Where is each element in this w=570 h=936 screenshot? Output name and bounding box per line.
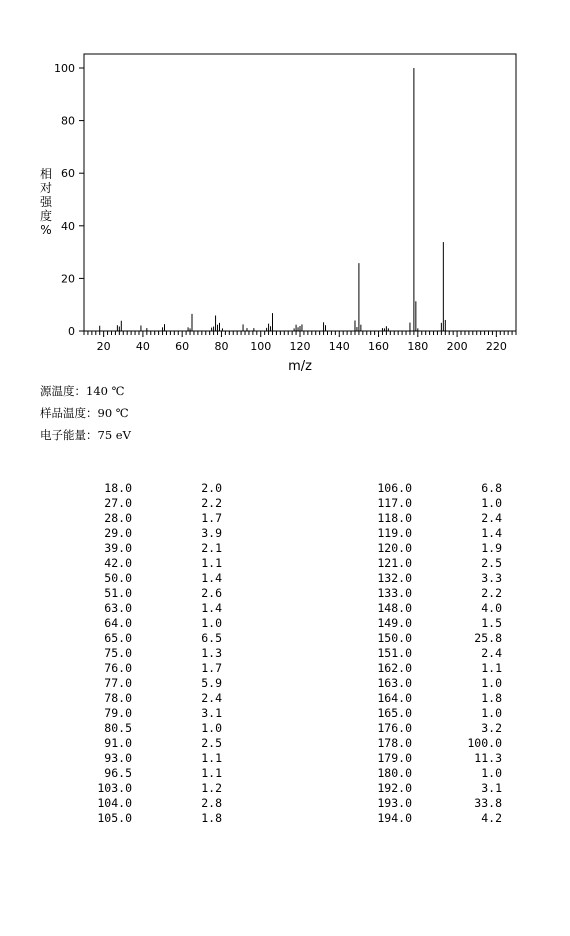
table-row <box>62 781 222 796</box>
peak-table-right <box>342 481 502 826</box>
intensity-value: 1.4 <box>481 526 502 540</box>
intensity-value: 1.8 <box>201 811 222 825</box>
x-axis-label: m/z <box>288 359 312 374</box>
intensity-value: 1.1 <box>201 766 222 780</box>
table-row <box>342 541 502 556</box>
intensity-value: 1.2 <box>201 781 222 795</box>
mz-value: 51.0 <box>104 586 132 600</box>
mz-value: 106.0 <box>377 481 412 495</box>
intensity-value: 2.0 <box>201 481 222 495</box>
intensity-value: 11.3 <box>474 751 502 765</box>
mz-value: 65.0 <box>104 631 132 645</box>
mz-value: 149.0 <box>377 616 412 630</box>
table-row <box>342 706 502 721</box>
intensity-value: 2.4 <box>201 691 222 705</box>
table-row <box>342 481 502 496</box>
intensity-value: 100.0 <box>467 736 502 750</box>
mz-value: 176.0 <box>377 721 412 735</box>
y-tick-label: 40 <box>61 219 75 233</box>
mz-value: 75.0 <box>104 646 132 660</box>
intensity-value: 6.8 <box>481 481 502 495</box>
intensity-value: 1.1 <box>201 556 222 570</box>
mz-value: 18.0 <box>104 481 132 495</box>
sample-temperature: 样品温度：90 ℃ <box>40 406 129 420</box>
mz-value: 164.0 <box>377 691 412 705</box>
table-row <box>342 781 502 796</box>
peak-table-left <box>62 481 222 826</box>
table-row <box>62 661 222 676</box>
mz-value: 118.0 <box>377 511 412 525</box>
mz-value: 192.0 <box>377 781 412 795</box>
intensity-value: 3.1 <box>481 781 502 795</box>
x-tick-label: 120 <box>289 340 311 353</box>
intensity-value: 3.1 <box>201 706 222 720</box>
intensity-value: 1.0 <box>481 676 502 690</box>
intensity-value: 2.5 <box>481 556 502 570</box>
mz-value: 103.0 <box>97 781 132 795</box>
mz-value: 91.0 <box>104 736 132 750</box>
x-tick-label: 180 <box>407 340 429 353</box>
peak-lines <box>100 68 446 331</box>
x-tick-label: 100 <box>250 340 272 353</box>
intensity-value: 1.4 <box>201 571 222 585</box>
intensity-value: 3.2 <box>481 721 502 735</box>
table-row <box>342 676 502 691</box>
table-row <box>342 661 502 676</box>
plot-frame <box>84 54 516 331</box>
mz-value: 117.0 <box>377 496 412 510</box>
table-row <box>342 646 502 661</box>
x-tick-label: 200 <box>446 340 468 353</box>
mz-value: 179.0 <box>377 751 412 765</box>
mz-value: 178.0 <box>377 736 412 750</box>
table-row <box>62 721 222 736</box>
intensity-value: 1.0 <box>201 721 222 735</box>
table-row <box>342 811 502 826</box>
mz-value: 165.0 <box>377 706 412 720</box>
x-axis <box>84 331 516 353</box>
table-row <box>62 751 222 766</box>
table-row <box>342 526 502 541</box>
y-axis <box>54 62 84 338</box>
y-axis-label-char: 相 <box>39 167 53 181</box>
intensity-value: 2.6 <box>201 586 222 600</box>
mass-spectrum-chart <box>0 0 570 380</box>
intensity-value: 1.3 <box>201 646 222 660</box>
intensity-value: 3.3 <box>481 571 502 585</box>
intensity-value: 4.2 <box>481 811 502 825</box>
table-row <box>342 751 502 766</box>
intensity-value: 2.5 <box>201 736 222 750</box>
intensity-value: 1.5 <box>481 616 502 630</box>
table-row <box>62 691 222 706</box>
mz-value: 150.0 <box>377 631 412 645</box>
x-tick-label: 60 <box>175 340 190 353</box>
y-tick-label: 80 <box>61 114 75 128</box>
x-tick-label: 160 <box>368 340 390 353</box>
mz-value: 148.0 <box>377 601 412 615</box>
mz-value: 104.0 <box>97 796 132 810</box>
mz-value: 132.0 <box>377 571 412 585</box>
mz-value: 151.0 <box>377 646 412 660</box>
y-axis-label-char: 度 <box>39 209 53 223</box>
electron-energy: 电子能量：75 eV <box>40 428 131 442</box>
table-row <box>342 721 502 736</box>
table-row <box>342 556 502 571</box>
mz-value: 63.0 <box>104 601 132 615</box>
mz-value: 162.0 <box>377 661 412 675</box>
mz-value: 77.0 <box>104 676 132 690</box>
intensity-value: 2.4 <box>481 646 502 660</box>
x-tick-label: 80 <box>214 340 229 353</box>
table-row <box>342 571 502 586</box>
mz-value: 119.0 <box>377 526 412 540</box>
table-row <box>62 541 222 556</box>
intensity-value: 1.1 <box>481 661 502 675</box>
table-row <box>62 736 222 751</box>
table-row <box>342 796 502 811</box>
x-tick-label: 20 <box>96 340 111 353</box>
x-tick-label: 40 <box>135 340 150 353</box>
table-row <box>62 616 222 631</box>
mz-value: 96.5 <box>104 766 132 780</box>
table-row <box>342 496 502 511</box>
table-row <box>62 706 222 721</box>
table-row <box>62 511 222 526</box>
y-tick-label: 20 <box>61 272 75 286</box>
intensity-value: 2.4 <box>481 511 502 525</box>
intensity-value: 3.9 <box>201 526 222 540</box>
source-temperature: 源温度：140 ℃ <box>40 384 125 398</box>
mz-value: 80.5 <box>104 721 132 735</box>
y-axis-label-char: 强 <box>39 195 53 209</box>
mz-value: 76.0 <box>104 661 132 675</box>
mz-value: 163.0 <box>377 676 412 690</box>
mz-value: 193.0 <box>377 796 412 810</box>
table-row <box>342 586 502 601</box>
mz-value: 93.0 <box>104 751 132 765</box>
mz-value: 133.0 <box>377 586 412 600</box>
table-row <box>342 601 502 616</box>
table-row <box>62 631 222 646</box>
table-row <box>62 646 222 661</box>
table-row <box>342 736 502 751</box>
intensity-value: 2.8 <box>201 796 222 810</box>
intensity-value: 2.2 <box>481 586 502 600</box>
table-row <box>342 511 502 526</box>
intensity-value: 6.5 <box>201 631 222 645</box>
y-tick-label: 0 <box>68 325 75 338</box>
intensity-value: 1.7 <box>201 661 222 675</box>
intensity-value: 1.8 <box>481 691 502 705</box>
mz-value: 78.0 <box>104 691 132 705</box>
y-axis-label-char: 对 <box>39 181 53 195</box>
table-row <box>62 571 222 586</box>
mz-value: 42.0 <box>104 556 132 570</box>
intensity-value: 33.8 <box>474 796 502 810</box>
intensity-value: 1.1 <box>201 751 222 765</box>
mz-value: 120.0 <box>377 541 412 555</box>
table-row <box>62 601 222 616</box>
intensity-value: 1.0 <box>481 496 502 510</box>
mz-value: 121.0 <box>377 556 412 570</box>
y-axis-label <box>40 166 53 237</box>
table-row <box>342 631 502 646</box>
table-row <box>62 496 222 511</box>
intensity-value: 1.7 <box>201 511 222 525</box>
x-tick-label: 220 <box>485 340 507 353</box>
intensity-value: 4.0 <box>481 601 502 615</box>
intensity-value: 1.0 <box>201 616 222 630</box>
mz-value: 28.0 <box>104 511 132 525</box>
intensity-value: 5.9 <box>201 676 222 690</box>
mz-value: 27.0 <box>104 496 132 510</box>
measurement-conditions <box>40 380 131 446</box>
mz-value: 105.0 <box>97 811 132 825</box>
table-row <box>62 676 222 691</box>
mz-value: 29.0 <box>104 526 132 540</box>
mz-value: 180.0 <box>377 766 412 780</box>
table-row <box>342 766 502 781</box>
table-row <box>62 766 222 781</box>
x-tick-label: 140 <box>328 340 350 353</box>
table-row <box>62 526 222 541</box>
mz-value: 50.0 <box>104 571 132 585</box>
table-row <box>62 811 222 826</box>
mz-value: 64.0 <box>104 616 132 630</box>
intensity-value: 25.8 <box>474 631 502 645</box>
table-row <box>342 691 502 706</box>
table-row <box>342 616 502 631</box>
mz-value: 79.0 <box>104 706 132 720</box>
intensity-value: 2.1 <box>201 541 222 555</box>
intensity-value: 2.2 <box>201 496 222 510</box>
intensity-value: 1.0 <box>481 766 502 780</box>
table-row <box>62 556 222 571</box>
table-row <box>62 586 222 601</box>
table-row <box>62 796 222 811</box>
table-row <box>62 481 222 496</box>
mz-value: 39.0 <box>104 541 132 555</box>
y-tick-label: 100 <box>54 62 75 75</box>
mz-value: 194.0 <box>377 811 412 825</box>
intensity-value: 1.9 <box>481 541 502 555</box>
y-axis-label-char: % <box>40 223 52 237</box>
intensity-value: 1.0 <box>481 706 502 720</box>
intensity-value: 1.4 <box>201 601 222 615</box>
y-tick-label: 60 <box>61 167 75 181</box>
